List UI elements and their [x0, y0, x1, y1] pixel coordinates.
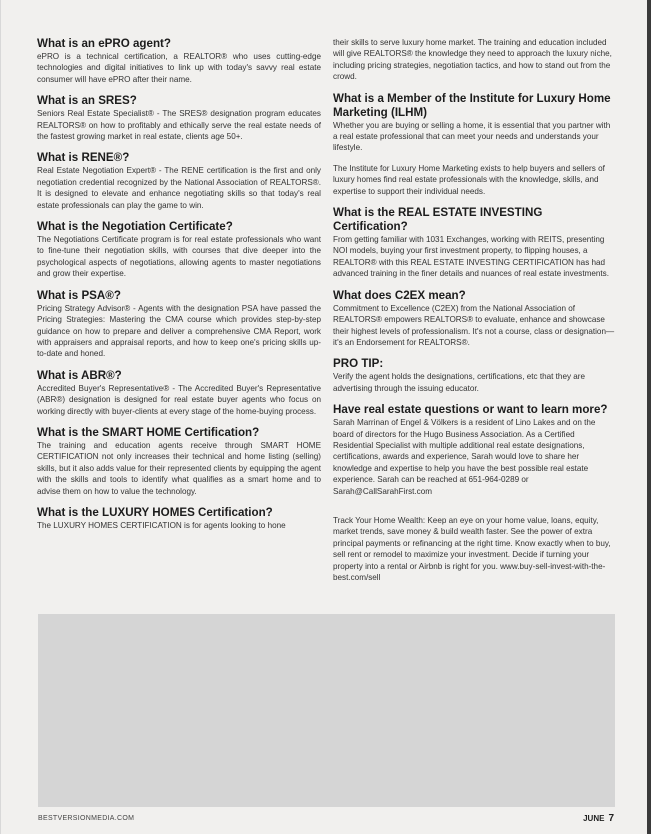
section-body: The LUXURY HOMES CERTIFICATION is for agents looking to hone — [37, 520, 286, 530]
luxury-continuation: their skills to serve luxury home market. The training and education included will give REALTORS® the knowledge they need to approach the luxury niche, including pricing strategies, negotiation tactics, and how to stand out from the crowd. — [333, 38, 612, 82]
section-heading: PRO TIP: — [333, 357, 384, 371]
right-column — [333, 37, 615, 583]
section-luxury-homes — [37, 506, 321, 531]
home-wealth-text: Track Your Home Wealth: Keep an eye on your home value, loans, equity, market trends, save money & build wealth faster. See the power of extra principal payments or refinancing at the right time. Know exactly when to buy, sell rent or remodel to maximize your investment. Decide if turning your property into a rental or Airbnb is right for you. www.buy-sell-invest-with-the-best.com/sell — [333, 515, 611, 582]
section-heading: What does C2EX mean? — [333, 288, 466, 302]
section-heading: What is a Member of the Institute for Luxury Home Marketing (ILHM) — [333, 91, 611, 119]
page-number: 7 — [608, 813, 614, 824]
section-body: Seniors Real Estate Specialist® - The SRES® designation program educates REALTORS® on how to profitably and ethically serve the real estate needs of the fastest growing market in real estate, clients age 50+. — [37, 109, 321, 142]
section-body: ePRO is a technical certification, a REALTOR® who uses cutting-edge technologies and digital initiatives to link up with today's savvy real estate consumer will have ePRO after their name. — [37, 52, 321, 84]
section-body: Sarah Marrinan of Engel & Völkers is a resident of Lino Lakes and on the board of directors for the Hugo Business Association. As a Certified Residential Specialist with multiple additional real estate designations, certifications, awards and experience, Sarah would love to share her knowledge and expertise to help you have the best possible real estate experience. Sarah can be reached at 651-964-0289 or Sarah@CallSarahFirst.com — [333, 418, 596, 496]
section-negotiation — [37, 220, 321, 280]
section-heading: What is an ePRO agent? — [37, 37, 171, 50]
section-heading: What is ABR®? — [37, 368, 122, 382]
section-body: Real Estate Negotiation Expert® - The RENE certification is the first and only negotiation credential recognized by the National Association of REALTORS®. It is designed to elevate and enhance negotiating skills so that today's real estate professionals can play the game to win. — [37, 166, 321, 210]
section-body: From getting familiar with 1031 Exchanges, working with REITS, presenting NOI models, buying your first investment property, to flipping houses, a REALTOR® with this REAL ESTATE INVESTING CERTIFICATION has had advanced training in the finer details and nuances of real estate investments. — [333, 235, 609, 279]
page-edge-left — [0, 0, 1, 834]
section-c2ex — [333, 289, 615, 349]
ilhm-body-2: The Institute for Luxury Home Marketing exists to help buyers and sellers of luxury homes find real estate professionals with the knowledge, skills, and expertise to support their individual needs. — [333, 163, 605, 196]
section-heading: What is the SMART HOME Certification? — [37, 425, 260, 439]
section-smart-home — [37, 426, 321, 497]
section-body: The training and education agents receive through SMART HOME CERTIFICATION not only increases their technical and home listing (selling) skills, but it also adds value for their represented clients by equipping the agent with the skills and tools to identify what qualifies as a smart home and to advise them on how to value the technology. — [37, 440, 321, 496]
footer-month: JUNE — [583, 814, 605, 823]
section-body: Pricing Strategy Advisor® - Agents with the designation PSA have passed the Pricing Strategies: Mastering the CMA course which provides step-by-step guidance on how to prepare and deliver a comprehensive CMA Report, work with appraisers and appraisal reports, and how to keep one's pricing skills up-to-date and honed. — [37, 303, 321, 359]
footer-page-info — [583, 813, 614, 824]
section-psa — [37, 289, 321, 360]
section-abr — [37, 369, 321, 417]
section-pro-tip — [333, 357, 615, 394]
section-questions — [333, 403, 615, 497]
section-body: Commitment to Excellence (C2EX) from the National Association of REALTORS® empowers REALTORS® to evaluate, enhance and showcase their highest levels of professionalism. It's not a course, class or designation—it's an Endorsement for REALTORS®. — [333, 303, 615, 347]
section-body: Accredited Buyer's Representative® - The Accredited Buyer's Representative (ABR®) designation is designed for real estate buyer agents who focus on working directly with buyer-clients at every stage of the home-buying process. — [37, 383, 321, 416]
section-ilhm — [333, 92, 615, 154]
section-heading: What is the Negotiation Certificate? — [37, 220, 233, 234]
section-sres — [37, 94, 321, 142]
section-heading: Have real estate questions or want to learn more? — [333, 403, 608, 417]
section-body: The Negotiations Certificate program is for real estate professionals who want to fine-tune their negotiation skills, with courses that dive deeper into the psychological aspects of negotiations, allowing agents to master negotiations and grow their expertise. — [37, 235, 321, 279]
section-heading: What is an SRES? — [37, 94, 137, 108]
footer-site: BESTVERSIONMEDIA.COM — [38, 815, 135, 822]
section-investing — [333, 206, 615, 280]
section-body: Whether you are buying or selling a home, it is essential that you partner with a real estate professional that can meet your needs and understands your lifestyle. — [333, 120, 611, 153]
section-heading: What is the LUXURY HOMES Certification? — [37, 505, 273, 519]
section-heading: What is PSA®? — [37, 288, 121, 302]
section-epro — [37, 37, 321, 85]
section-rene — [37, 151, 321, 211]
left-column — [37, 37, 321, 540]
section-body: Verify the agent holds the designations, certifications, etc that they are advertising through the issuing educator. — [333, 372, 586, 393]
photo-placeholder — [38, 614, 615, 807]
page-edge-right — [647, 0, 651, 834]
section-heading: What is RENE®? — [37, 151, 130, 165]
section-heading: What is the REAL ESTATE INVESTING Certification? — [333, 206, 543, 234]
